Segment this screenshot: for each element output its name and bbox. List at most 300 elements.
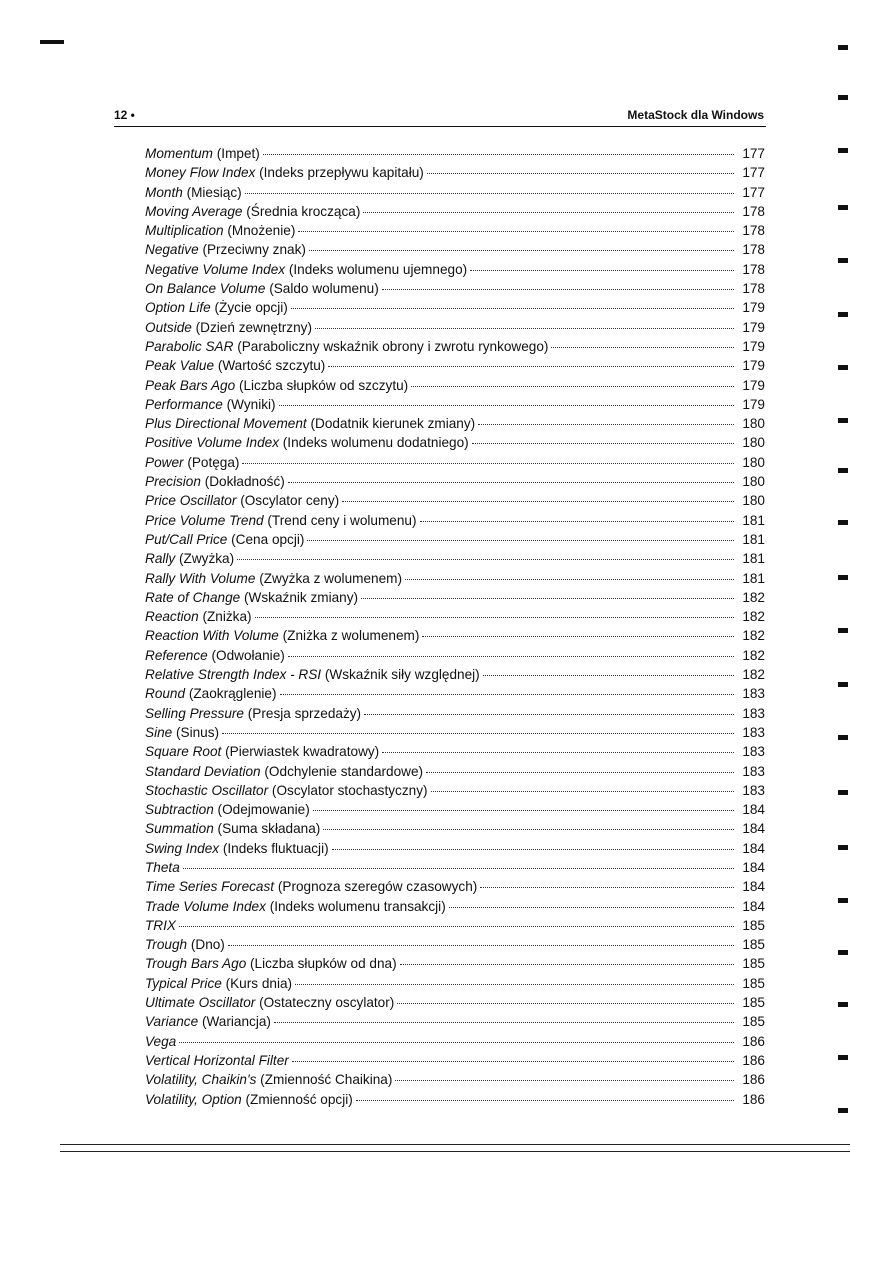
toc-dot-leader [237,558,734,560]
scan-edge-mark [838,520,848,525]
toc-dot-leader [431,790,734,792]
toc-entry [145,491,765,510]
toc-dot-leader [382,751,734,753]
toc-dot-leader [298,230,734,232]
toc-entry-label [145,588,358,607]
toc-page-number: 182 [742,667,765,683]
toc-page-number: 178 [742,261,765,277]
toc-entry-label [145,877,477,896]
toc-entry-term: Put/Call Price [145,531,228,547]
toc-page-number: 185 [742,975,765,991]
toc-page-number: 182 [742,628,765,644]
toc-entry-term: Swing Index [145,840,220,856]
toc-entry-term: Moving Average [145,203,243,219]
scan-edge-mark [838,950,848,955]
toc-entry-term: Rate of Change [145,589,241,605]
toc-dot-leader [313,809,734,811]
toc-page-number: 177 [742,146,765,161]
toc-entry [145,144,765,163]
toc-dot-leader [422,635,734,637]
toc-entry-term: Trough Bars Ago [145,956,247,972]
toc-page-number: 183 [742,763,765,779]
toc-entry-description: (Sinus) [176,724,220,740]
toc-entry-label [145,1090,353,1109]
toc-page-number: 185 [742,956,765,972]
toc-dot-leader [309,249,734,251]
toc-entry-term: Price Volume Trend [145,512,264,528]
toc-page-number: 184 [742,879,765,895]
toc-dot-leader [288,655,734,657]
toc-page-number: 184 [742,859,765,875]
toc-entry [145,1051,765,1070]
toc-page-number: 180 [742,474,765,490]
toc-entry-description: (Indeks wolumenu ujemnego) [288,261,468,277]
toc-entry [145,935,765,954]
toc-entry [145,954,765,973]
toc-entry-label [145,337,548,356]
toc-entry-description: (Indeks przepływu kapitału) [259,165,424,181]
toc-entry [145,897,765,916]
scan-edge-mark [838,258,848,263]
footer-rule [60,1151,850,1152]
toc-page-number: 178 [742,281,765,297]
toc-entry-label [145,935,225,954]
toc-entry-description: (Średnia krocząca) [246,203,361,219]
header-page-number: 12 • [114,108,135,122]
toc-dot-leader [472,442,734,444]
toc-page-number: 185 [742,917,765,933]
toc-dot-leader [405,578,734,580]
scan-edge-mark [838,312,848,317]
toc-entry-label [145,395,276,414]
toc-dot-leader [426,771,734,773]
toc-entry-description: (Wariancja) [201,1014,271,1030]
header-book-title: MetaStock dla Windows [627,108,764,122]
toc-entry [145,1090,765,1109]
toc-entry [145,279,765,298]
footer-rule [60,1144,850,1145]
toc-entry-label [145,607,252,626]
toc-entry-term: Stochastic Oscillator [145,782,269,798]
toc-dot-leader [480,886,734,888]
toc-entry-label [145,723,219,742]
toc-entry [145,742,765,761]
toc-page-number: 180 [742,435,765,451]
toc-entry [145,684,765,703]
toc-entry-description: (Saldo wolumenu) [269,281,379,297]
toc-dot-leader [307,539,734,541]
toc-entry-description: (Indeks fluktuacji) [222,840,329,856]
toc-entry-term: Ultimate Oscillator [145,995,256,1011]
toc-entry-label [145,260,467,279]
toc-entry [145,376,765,395]
toc-dot-leader [483,674,734,676]
toc-entry-term: Trade Volume Index [145,898,266,914]
toc-entry-term: Standard Deviation [145,763,261,779]
toc-page-number: 181 [742,570,765,586]
toc-page-number: 179 [742,338,765,354]
toc-entry-label [145,318,312,337]
toc-entry-description: (Zmienność Chaikina) [260,1072,393,1088]
toc-entry-description: (Zaokrąglenie) [188,686,277,702]
toc-entry-description: (Dzień zewnętrzny) [195,319,312,335]
toc-entry-term: Time Series Forecast [145,879,275,895]
toc-page-number: 179 [742,358,765,374]
toc-entry-description: (Wyniki) [226,396,276,412]
toc-entry-term: Precision [145,474,201,490]
scan-edge-mark [838,205,848,210]
toc-entry-term: Volatility, Option [145,1091,242,1107]
toc-entry [145,221,765,240]
toc-entry [145,800,765,819]
toc-entry-term: Subtraction [145,802,214,818]
toc-dot-leader [364,713,734,715]
toc-entry-description: (Oscylator ceny) [240,493,340,509]
toc-entry-term: Selling Pressure [145,705,244,721]
toc-entry-term: Negative [145,242,199,258]
toc-entry-term: Peak Bars Ago [145,377,236,393]
toc-entry-description: (Odwołanie) [211,647,285,663]
toc-entry [145,530,765,549]
toc-entry-term: Rally [145,551,176,567]
toc-entry [145,704,765,723]
toc-entry [145,646,765,665]
toc-dot-leader [274,1021,734,1023]
toc-entry-label [145,762,423,781]
toc-entry-description: (Wskaźnik zmiany) [244,589,359,605]
toc-entry-description: (Miesiąc) [186,184,242,200]
toc-page-number: 183 [742,744,765,760]
scan-edge-mark [838,468,848,473]
toc-entry-label [145,433,469,452]
toc-dot-leader [291,307,734,309]
toc-entry [145,356,765,375]
toc-dot-leader [342,500,734,502]
toc-page-number: 181 [742,551,765,567]
toc-entry-term: Reference [145,647,208,663]
toc-entry-description: (Oscylator stochastyczny) [271,782,428,798]
toc-entry-label [145,298,288,317]
scan-edge-mark [838,365,848,370]
toc-entry [145,1012,765,1031]
toc-entry-description: (Liczba słupków od szczytu) [238,377,409,393]
toc-entry-term: Positive Volume Index [145,435,279,451]
toc-dot-leader [179,1041,734,1043]
toc-dot-leader [382,288,734,290]
toc-dot-leader [245,192,734,194]
toc-dot-leader [397,1002,734,1004]
toc-entry-description: (Pierwiastek kwadratowy) [225,744,380,760]
toc-entry-term: On Balance Volume [145,281,266,297]
toc-entry [145,781,765,800]
toc-entry-label [145,646,285,665]
toc-entry [145,433,765,452]
toc-entry-term: Price Oscillator [145,493,237,509]
toc-dot-leader [288,481,734,483]
toc-entry-term: Money Flow Index [145,165,256,181]
toc-dot-leader [470,269,734,271]
toc-entry-term: Negative Volume Index [145,261,286,277]
toc-entry-term: Multiplication [145,223,224,239]
toc-dot-leader [361,597,734,599]
scan-edge-mark [838,682,848,687]
toc-page-number: 180 [742,493,765,509]
toc-entry-label [145,183,242,202]
toc-entry-label [145,665,480,684]
toc-page-number: 179 [742,300,765,316]
toc-entry-term: Vertical Horizontal Filter [145,1052,289,1068]
toc-dot-leader [411,385,734,387]
toc-entry-label [145,221,295,240]
toc-entry-label [145,511,417,530]
toc-entry [145,569,765,588]
toc-page-number: 184 [742,821,765,837]
toc-dot-leader [420,520,735,522]
toc-entry [145,260,765,279]
toc-page-number: 184 [742,802,765,818]
toc-entry-label [145,356,325,375]
toc-page-number: 178 [742,242,765,258]
toc-entry-label [145,1051,289,1070]
toc-page-number: 179 [742,377,765,393]
toc-entry-label [145,684,277,703]
toc-dot-leader [363,211,734,213]
toc-page-number: 178 [742,203,765,219]
toc-entry-label [145,569,402,588]
toc-entry [145,819,765,838]
toc-entry-label [145,704,361,723]
toc-page-number: 180 [742,416,765,432]
toc-entry [145,202,765,221]
toc-page-number: 185 [742,995,765,1011]
toc-entry-description: (Zniżka) [202,609,252,625]
toc-page-number: 182 [742,609,765,625]
toc-dot-leader [315,327,734,329]
toc-entry [145,916,765,935]
toc-page-number: 183 [742,686,765,702]
toc-entry [145,414,765,433]
running-header [114,107,764,123]
toc-entry [145,626,765,645]
toc-entry-label [145,376,408,395]
toc-entry [145,318,765,337]
toc-page-number: 180 [742,454,765,470]
toc-dot-leader [332,848,734,850]
toc-entry [145,511,765,530]
toc-entry-description: (Trend ceny i wolumenu) [267,512,417,528]
toc-page-number: 186 [742,1052,765,1068]
toc-entry-description: (Indeks wolumenu transakcji) [269,898,446,914]
toc-page-number: 183 [742,724,765,740]
toc-page-number: 177 [742,165,765,181]
toc-page-number: 181 [742,512,765,528]
toc-entry-term: Outside [145,319,192,335]
toc-entry-label [145,974,292,993]
toc-dot-leader [323,828,734,830]
toc-entry [145,549,765,568]
toc-dot-leader [449,906,734,908]
toc-dot-leader [295,983,734,985]
toc-entry-label [145,993,394,1012]
toc-dot-leader [280,693,735,695]
toc-entry-term: TRIX [145,917,176,933]
toc-entry-description: (Wartość szczytu) [217,358,326,374]
toc-entry-description: (Życie opcji) [214,300,288,316]
toc-entry-term: Performance [145,396,223,412]
toc-entry-description: (Prognoza szeregów czasowych) [277,879,478,895]
toc-entry-label [145,240,306,259]
toc-entry-label [145,279,379,298]
toc-entry-description: (Wskaźnik siły względnej) [324,667,480,683]
toc-entry [145,839,765,858]
toc-entry-label [145,144,260,163]
scan-edge-mark [838,575,848,580]
toc-entry-term: Peak Value [145,358,215,374]
scan-edge-mark [838,418,848,423]
toc-entry-label [145,1032,176,1051]
toc-entry-label [145,839,329,858]
toc-entry-term: Sine [145,724,173,740]
toc-page-number: 179 [742,319,765,335]
toc-entry [145,337,765,356]
toc-entry-label [145,781,428,800]
toc-entry [145,974,765,993]
scan-edge-mark [838,735,848,740]
toc-page-number: 185 [742,1014,765,1030]
toc-entry-label [145,1012,271,1031]
toc-entry [145,762,765,781]
toc-dot-leader [328,365,734,367]
toc-entry-label [145,858,180,877]
toc-entry-description: (Zwyżka z wolumenem) [259,570,402,586]
toc-entry-description: (Odchylenie standardowe) [264,763,424,779]
toc-page-number: 182 [742,589,765,605]
toc-entry-term: Power [145,454,184,470]
toc-entry-label [145,800,310,819]
toc-entry-label [145,453,239,472]
toc-page-number: 185 [742,937,765,953]
toc-entry-label [145,202,360,221]
toc-entry [145,877,765,896]
toc-entry-description: (Suma składana) [217,821,321,837]
toc-entry-term: Vega [145,1033,177,1049]
toc-dot-leader [263,153,734,155]
toc-entry-term: Parabolic SAR [145,338,234,354]
toc-dot-leader [551,346,734,348]
scan-edge-mark [838,45,848,50]
toc-entry-description: (Paraboliczny wskaźnik obrony i zwrotu rynkowego) [237,338,549,354]
toc-page-number: 186 [742,1072,765,1088]
toc-dot-leader [478,423,734,425]
toc-entry [145,472,765,491]
toc-entry-description: (Zniżka z wolumenem) [282,628,420,644]
toc-entry-label [145,742,379,761]
toc-entry-description: (Ostateczny oscylator) [259,995,395,1011]
toc-entry-label [145,549,234,568]
toc-page-number: 184 [742,898,765,914]
toc-dot-leader [255,616,734,618]
scan-edge-mark [838,898,848,903]
toc-entry-description: (Dokładność) [204,474,285,490]
toc-entry-label [145,472,285,491]
toc-entry-label [145,414,475,433]
toc-page-number: 177 [742,184,765,200]
toc-dot-leader [427,172,734,174]
scan-edge-mark [838,1108,848,1113]
toc-entry [145,240,765,259]
toc-page-number: 186 [742,1033,765,1049]
toc-entry-term: Trough [145,937,188,953]
scan-edge-mark [838,628,848,633]
toc-entry-label [145,819,320,838]
toc-dot-leader [395,1079,734,1081]
toc-entry [145,298,765,317]
toc-entry-label [145,626,419,645]
toc-page-number: 184 [742,840,765,856]
scan-mark [40,40,64,44]
toc-dot-leader [279,404,734,406]
toc-entry-description: (Liczba słupków od dna) [250,956,397,972]
scan-edge-mark [838,95,848,100]
toc-dot-leader [183,867,734,869]
toc-page-number: 183 [742,705,765,721]
toc-entry [145,183,765,202]
toc-page-number: 179 [742,396,765,412]
toc-entry-description: (Potęga) [187,454,240,470]
toc-entry [145,1070,765,1089]
toc-entry-term: Month [145,184,183,200]
toc-entry-description: (Impet) [216,146,260,161]
toc-entry-label [145,897,446,916]
header-rule [114,126,766,127]
toc-entry-term: Theta [145,859,180,875]
toc-entry [145,665,765,684]
toc-entry [145,1032,765,1051]
toc-entry-description: (Indeks wolumenu dodatniego) [282,435,469,451]
toc-dot-leader [400,963,734,965]
toc-entry-term: Volatility, Chaikin's [145,1072,257,1088]
toc-entry-label [145,530,304,549]
toc-entry-description: (Dodatnik kierunek zmiany) [310,416,476,432]
toc-dot-leader [228,944,734,946]
toc-dot-leader [292,1060,734,1062]
toc-entry [145,607,765,626]
toc-dot-leader [242,462,734,464]
toc-page-number: 182 [742,647,765,663]
toc-entry-term: Relative Strength Index - RSI [145,667,322,683]
toc-entry [145,723,765,742]
toc-entry-term: Square Root [145,744,222,760]
toc-entry-label [145,1070,392,1089]
scan-edge-mark [838,790,848,795]
toc-entry-term: Option Life [145,300,211,316]
toc-entry-term: Rally With Volume [145,570,256,586]
toc-entry [145,453,765,472]
toc-page-number: 183 [742,782,765,798]
toc-entry-description: (Zwyżka) [179,551,235,567]
toc-entry-description: (Kurs dnia) [225,975,293,991]
toc-dot-leader [222,732,734,734]
table-of-contents [145,144,765,1109]
toc-entry-description: (Zmienność opcji) [245,1091,353,1107]
toc-entry-label [145,491,339,510]
scan-edge-mark [838,148,848,153]
toc-entry-label [145,163,424,182]
scan-edge-mark [838,1055,848,1060]
scan-edge-mark [838,845,848,850]
toc-entry-term: Reaction [145,609,199,625]
toc-entry [145,588,765,607]
